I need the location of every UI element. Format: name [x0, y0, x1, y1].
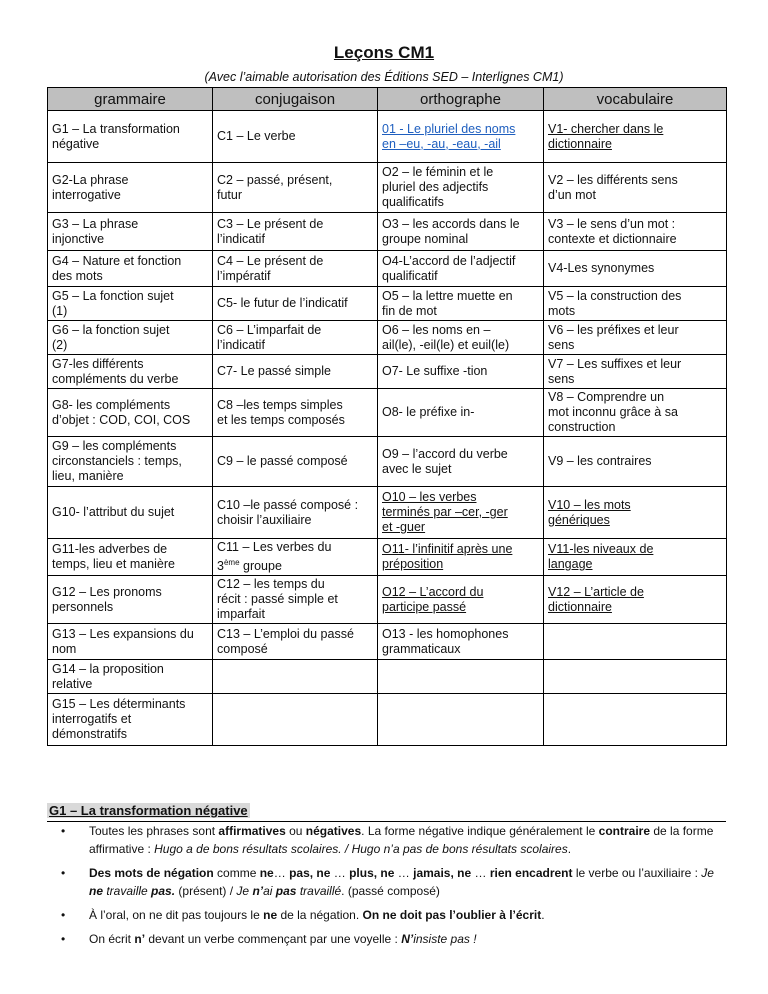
lesson-cell-c: [213, 251, 378, 287]
lesson-line: V1- chercher dans le: [548, 121, 664, 136]
lesson-cell-o: [378, 539, 544, 576]
lesson-cell-v: [544, 355, 727, 389]
bullet-text: [701, 866, 714, 880]
bullet-text: …: [394, 866, 414, 880]
lesson-line: C9 – le passé composé: [217, 454, 348, 468]
lesson-line: circonstanciels : temps,: [52, 454, 182, 468]
bullet-text: [103, 884, 151, 898]
lesson-cell-v: [544, 251, 727, 287]
lesson-cell-v: [544, 487, 727, 539]
bullet-icon: •: [61, 866, 66, 880]
lesson-line: V7 – Les suffixes et leur: [548, 356, 682, 371]
lesson-line: grammaticaux: [382, 641, 461, 656]
lessons-table: [47, 87, 727, 746]
bullet-text: [252, 884, 263, 898]
bullet-text: ne: [89, 884, 104, 898]
lesson-cell-v: [544, 694, 727, 746]
lesson-cell-g: [48, 251, 213, 287]
lesson-cell-o: [378, 660, 544, 694]
lesson-line: futur: [217, 187, 243, 202]
bullet-text: [151, 884, 175, 898]
lesson-line: et -guer: [382, 520, 426, 534]
bullet-text: . La forme négative indique généralement le: [361, 824, 599, 838]
lesson-line: personnels: [52, 599, 114, 614]
lesson-line: qualificatifs: [382, 195, 444, 209]
lesson-line: V6 – les préfixes et leur: [548, 322, 679, 337]
lesson-line: V3 – le sens d’un mot :: [548, 216, 676, 231]
lesson-cell-v: [544, 660, 727, 694]
lesson-cell-g: [48, 163, 213, 213]
bullet-text: [263, 884, 276, 898]
lesson-cell-o: [378, 321, 544, 355]
header-vocabulaire: vocabulaire: [544, 88, 727, 111]
lesson-line: 3ème groupe: [217, 558, 282, 574]
lesson-cell-o: [378, 355, 544, 389]
header-conjugaison: conjugaison: [213, 88, 378, 111]
lesson-line: l’indicatif: [217, 231, 265, 246]
lesson-line: interrogative: [52, 187, 121, 202]
lesson-cell-c: [213, 694, 378, 746]
bullet-icon: •: [61, 908, 66, 922]
lesson-line: O10 – les verbes: [382, 490, 477, 504]
lesson-line: G7-les différents: [52, 356, 144, 371]
lesson-line: V4-Les synonymes: [548, 261, 655, 275]
lesson-cell-v: [544, 321, 727, 355]
bullet-text: .: [541, 908, 545, 922]
lesson-line: O8- le préfixe in-: [382, 405, 475, 419]
lesson-line: O5 – la lettre muette en: [382, 288, 513, 303]
table-row: [48, 251, 727, 287]
lesson-line: G2-La phrase: [52, 172, 129, 187]
bullet-item: [47, 906, 727, 924]
lesson-cell-g: [48, 321, 213, 355]
lesson-line: C13 – L’emploi du passé: [217, 626, 354, 641]
lesson-cell-o: [378, 576, 544, 624]
bullet-text: On ne doit pas l’oublier à l’écrit: [362, 908, 542, 922]
lesson-cell-g: [48, 287, 213, 321]
lesson-cell-v: [544, 111, 727, 163]
lesson-cell-g: [48, 111, 213, 163]
lesson-cell-c: [213, 624, 378, 660]
table-row: [48, 111, 727, 163]
lesson-cell-c: [213, 163, 378, 213]
table-row: [48, 355, 727, 389]
lesson-cell-v: [544, 213, 727, 251]
lesson-line: G14 – la proposition: [52, 661, 164, 676]
lesson-line: (1): [52, 303, 68, 318]
lesson-line: contexte et dictionnaire: [548, 231, 677, 246]
lesson-cell-g: [48, 487, 213, 539]
bullet-text: le verbe ou l’auxiliaire :: [572, 866, 702, 880]
lesson-line: C3 – Le présent de: [217, 216, 324, 231]
lesson-line: fin de mot: [382, 303, 437, 318]
lesson-line: C1 – Le verbe: [217, 129, 296, 143]
lesson-cell-c: [213, 437, 378, 487]
bullet-text: À l’oral, on ne dit pas toujours le: [89, 908, 264, 922]
lesson-line: dictionnaire: [548, 599, 612, 614]
bullet-text: jamais, ne: [413, 866, 472, 880]
lesson-line: G9 – les compléments: [52, 439, 177, 453]
lesson-cell-g: [48, 213, 213, 251]
lesson-line: mot inconnu grâce à sa: [548, 405, 678, 419]
bullet-text: N’: [401, 932, 414, 946]
bullet-text: Je: [701, 866, 714, 880]
bullet-text: [154, 842, 568, 856]
lesson-cell-o: [378, 251, 544, 287]
bullet-text: travaillé: [296, 884, 342, 898]
bullet-text: pas, ne: [289, 866, 331, 880]
lesson-cell-v: [544, 539, 727, 576]
lesson-line: C2 – passé, présent,: [217, 172, 333, 187]
section-title: G1 – La transformation négative: [49, 803, 248, 818]
lesson-line: l’impératif: [217, 268, 271, 283]
bullet-text: pas.: [151, 884, 176, 898]
lesson-cell-o: [378, 694, 544, 746]
lesson-line: en –eu, -au, -eau, -ail: [382, 136, 501, 151]
lesson-line: négative: [52, 136, 100, 151]
lesson-line: V5 – la construction des: [548, 288, 682, 303]
lesson-line: dictionnaire: [548, 136, 612, 151]
bullet-text: [276, 884, 297, 898]
lesson-line: O7- Le suffixe -tion: [382, 364, 488, 378]
lesson-line: C10 –le passé composé :: [217, 497, 359, 512]
lesson-line: groupe nominal: [382, 231, 469, 246]
bullet-text: ou: [285, 824, 306, 838]
lesson-cell-c: [213, 111, 378, 163]
lesson-line: O13 - les homophones: [382, 626, 509, 641]
lesson-line: V8 – Comprendre un: [548, 390, 665, 404]
lesson-cell-v: [544, 624, 727, 660]
bullet-text: négatives: [305, 824, 362, 838]
lesson-line: V10 – les mots: [548, 497, 631, 512]
lesson-line: C4 – Le présent de: [217, 253, 324, 268]
page-subtitle: (Avec l’aimable autorisation des Éditions SED – Interlignes CM1): [204, 70, 564, 84]
lesson-cell-o: [378, 437, 544, 487]
lesson-cell-v: [544, 163, 727, 213]
lesson-line: V12 – L’article de: [548, 584, 644, 599]
lesson-line: récit : passé simple et: [217, 592, 338, 607]
lesson-line: temps, lieu et manière: [52, 557, 175, 572]
lesson-line: mots: [548, 303, 576, 318]
table-row: [48, 389, 727, 437]
lesson-line: O4-L’accord de l’adjectif: [382, 253, 516, 268]
lesson-line: G3 – La phrase: [52, 216, 139, 231]
lesson-cell-g: [48, 355, 213, 389]
lesson-cell-g: [48, 576, 213, 624]
lesson-line: C12 – les temps du: [217, 577, 325, 592]
bullet-text: [413, 932, 476, 946]
lesson-line: O9 – l’accord du verbe: [382, 446, 508, 461]
bullet-text: [296, 884, 341, 898]
lesson-cell-g: [48, 660, 213, 694]
lesson-line: V11-les niveaux de: [548, 542, 654, 557]
bullet-text: Des mots de négation: [89, 866, 214, 880]
header-orthographe: orthographe: [378, 88, 544, 111]
lesson-line: C5- le futur de l’indicatif: [217, 296, 348, 310]
bullet-text: ne: [263, 908, 278, 922]
table-row: [48, 660, 727, 694]
lesson-line: G15 – Les déterminants: [52, 697, 186, 712]
bullet-text: n’: [252, 884, 264, 898]
lesson-line: injonctive: [52, 231, 105, 246]
bullet-text: contraire: [598, 824, 651, 838]
lesson-line: langage: [548, 557, 593, 572]
bullet-item: [47, 930, 727, 948]
lesson-cell-c: [213, 213, 378, 251]
lesson-cell-c: [213, 321, 378, 355]
bullet-text: insiste pas !: [413, 932, 477, 946]
lesson-cell-v: [544, 437, 727, 487]
lesson-line: O6 – les noms en –: [382, 322, 491, 337]
lesson-line: construction: [548, 420, 616, 434]
lesson-line: G8- les compléments: [52, 397, 171, 412]
bullet-text: …: [471, 866, 490, 880]
bullet-text: de la forme affirmative :: [89, 824, 714, 856]
lesson-line: lieu, manière: [52, 469, 124, 483]
lesson-line: génériques: [548, 512, 610, 527]
lesson-line: G13 – Les expansions du: [52, 626, 194, 641]
lesson-line: et les temps composés: [217, 412, 345, 427]
bullet-text: [89, 884, 103, 898]
lesson-cell-o: [378, 287, 544, 321]
page-title: Leçons CM1: [333, 43, 435, 62]
bullet-text: ai: [263, 884, 276, 898]
lesson-line: interrogatifs et: [52, 712, 132, 727]
lesson-line: C8 –les temps simples: [217, 397, 343, 412]
lesson-cell-v: [544, 389, 727, 437]
bullet-icon: •: [61, 824, 66, 838]
lesson-line: qualificatif: [382, 268, 438, 283]
bullet-text: Hugo a de bons résultats scolaires. / Hugo n’a pas de bons résultats scolaires: [154, 842, 568, 856]
bullet-icon: •: [61, 932, 66, 946]
lesson-line: compléments du verbe: [52, 371, 179, 386]
table-row: [48, 624, 727, 660]
bullet-item: [47, 822, 727, 858]
bullet-item: [47, 864, 727, 900]
lesson-line: l’indicatif: [217, 337, 265, 352]
table-row: [48, 694, 727, 746]
lesson-line: imparfait: [217, 607, 265, 622]
lesson-line: nom: [52, 641, 77, 656]
lesson-cell-c: [213, 539, 378, 576]
lesson-cell-g: [48, 624, 213, 660]
lesson-line: C11 – Les verbes du: [217, 540, 332, 554]
lesson-line: d’objet : COD, COI, COS: [52, 412, 191, 427]
lesson-cell-c: [213, 287, 378, 321]
lesson-line: G12 – Les pronoms: [52, 584, 162, 599]
lesson-line: 01 - Le pluriel des noms: [382, 121, 516, 136]
lesson-line: ail(le), -eil(le) et euil(le): [382, 337, 510, 352]
lesson-line: pluriel des adjectifs: [382, 180, 489, 194]
bullet-text: comme: [213, 866, 260, 880]
table-row: [48, 287, 727, 321]
lesson-line: O3 – les accords dans le: [382, 216, 520, 231]
lesson-line: composé: [217, 641, 268, 656]
table-row: [48, 576, 727, 624]
lesson-line: avec le sujet: [382, 461, 452, 476]
table-row: [48, 539, 727, 576]
lesson-cell-o: [378, 111, 544, 163]
bullet-list: [47, 822, 727, 954]
lesson-line: terminés par –cer, -ger: [382, 505, 508, 519]
lesson-cell-o: [378, 389, 544, 437]
bullet-text: Je: [236, 884, 253, 898]
lesson-cell-o: [378, 163, 544, 213]
lesson-cell-o: [378, 213, 544, 251]
lesson-line: choisir l’auxiliaire: [217, 512, 312, 527]
bullet-text: …: [330, 866, 350, 880]
bullet-text: travaille: [103, 884, 152, 898]
bullet-text: devant un verbe commençant par une voyelle :: [145, 932, 402, 946]
lesson-cell-c: [213, 389, 378, 437]
header-grammaire: grammaire: [48, 88, 213, 111]
lesson-line: des mots: [52, 268, 103, 283]
lesson-cell-g: [48, 389, 213, 437]
lesson-line: V2 – les différents sens: [548, 172, 678, 187]
lesson-line: G1 – La transformation: [52, 121, 180, 136]
bullet-text: [401, 932, 413, 946]
lesson-cell-o: [378, 624, 544, 660]
lesson-cell-c: [213, 355, 378, 389]
lesson-line: participe passé: [382, 599, 467, 614]
bullet-text: de la négation.: [277, 908, 363, 922]
bullet-text: [236, 884, 252, 898]
lesson-cell-c: [213, 660, 378, 694]
bullet-text: . (passé composé): [341, 884, 440, 898]
lesson-line: G11-les adverbes de: [52, 542, 168, 557]
bullet-text: .: [567, 842, 572, 856]
lesson-line: d’un mot: [548, 187, 596, 202]
lesson-line: (2): [52, 337, 68, 352]
table-row: [48, 437, 727, 487]
table-row: [48, 321, 727, 355]
bullet-text: n’: [134, 932, 146, 946]
bullet-text: affirmatives: [218, 824, 286, 838]
bullet-text: pas: [275, 884, 297, 898]
lesson-line: G4 – Nature et fonction: [52, 253, 182, 268]
lesson-line: G10- l’attribut du sujet: [52, 505, 175, 519]
lesson-cell-v: [544, 576, 727, 624]
lesson-cell-c: [213, 576, 378, 624]
bullet-text: On écrit: [89, 932, 135, 946]
bullet-text: plus, ne: [349, 866, 395, 880]
lesson-cell-g: [48, 694, 213, 746]
table-header-row: [48, 88, 727, 111]
lesson-line: O2 – le féminin et le: [382, 165, 494, 179]
bullet-text: …: [273, 866, 290, 880]
lesson-line: C6 – L’imparfait de: [217, 322, 322, 337]
lesson-line: sens: [548, 371, 575, 386]
lesson-line: relative: [52, 676, 93, 691]
lesson-line: V9 – les contraires: [548, 454, 652, 468]
table-row: [48, 213, 727, 251]
bullet-text: ne: [259, 866, 274, 880]
lesson-cell-o: [378, 487, 544, 539]
lesson-line: G6 – la fonction sujet: [52, 322, 170, 337]
lessons-body: [48, 111, 727, 746]
lesson-cell-g: [48, 539, 213, 576]
table-row: [48, 163, 727, 213]
lesson-line: préposition: [382, 557, 444, 572]
lesson-line: C7- Le passé simple: [217, 364, 331, 378]
lesson-cell-v: [544, 287, 727, 321]
lesson-cell-g: [48, 437, 213, 487]
bullet-text: Toutes les phrases sont: [89, 824, 219, 838]
lesson-line: O11- l’infinitif après une: [382, 542, 513, 557]
table-row: [48, 487, 727, 539]
lesson-cell-c: [213, 487, 378, 539]
bullet-text: rien encadrent: [489, 866, 573, 880]
lesson-line: sens: [548, 337, 575, 352]
bullet-text: (présent) /: [175, 884, 237, 898]
lesson-line: O12 – L’accord du: [382, 584, 484, 599]
lesson-line: démonstratifs: [52, 727, 128, 742]
lesson-line: G5 – La fonction sujet: [52, 288, 174, 303]
